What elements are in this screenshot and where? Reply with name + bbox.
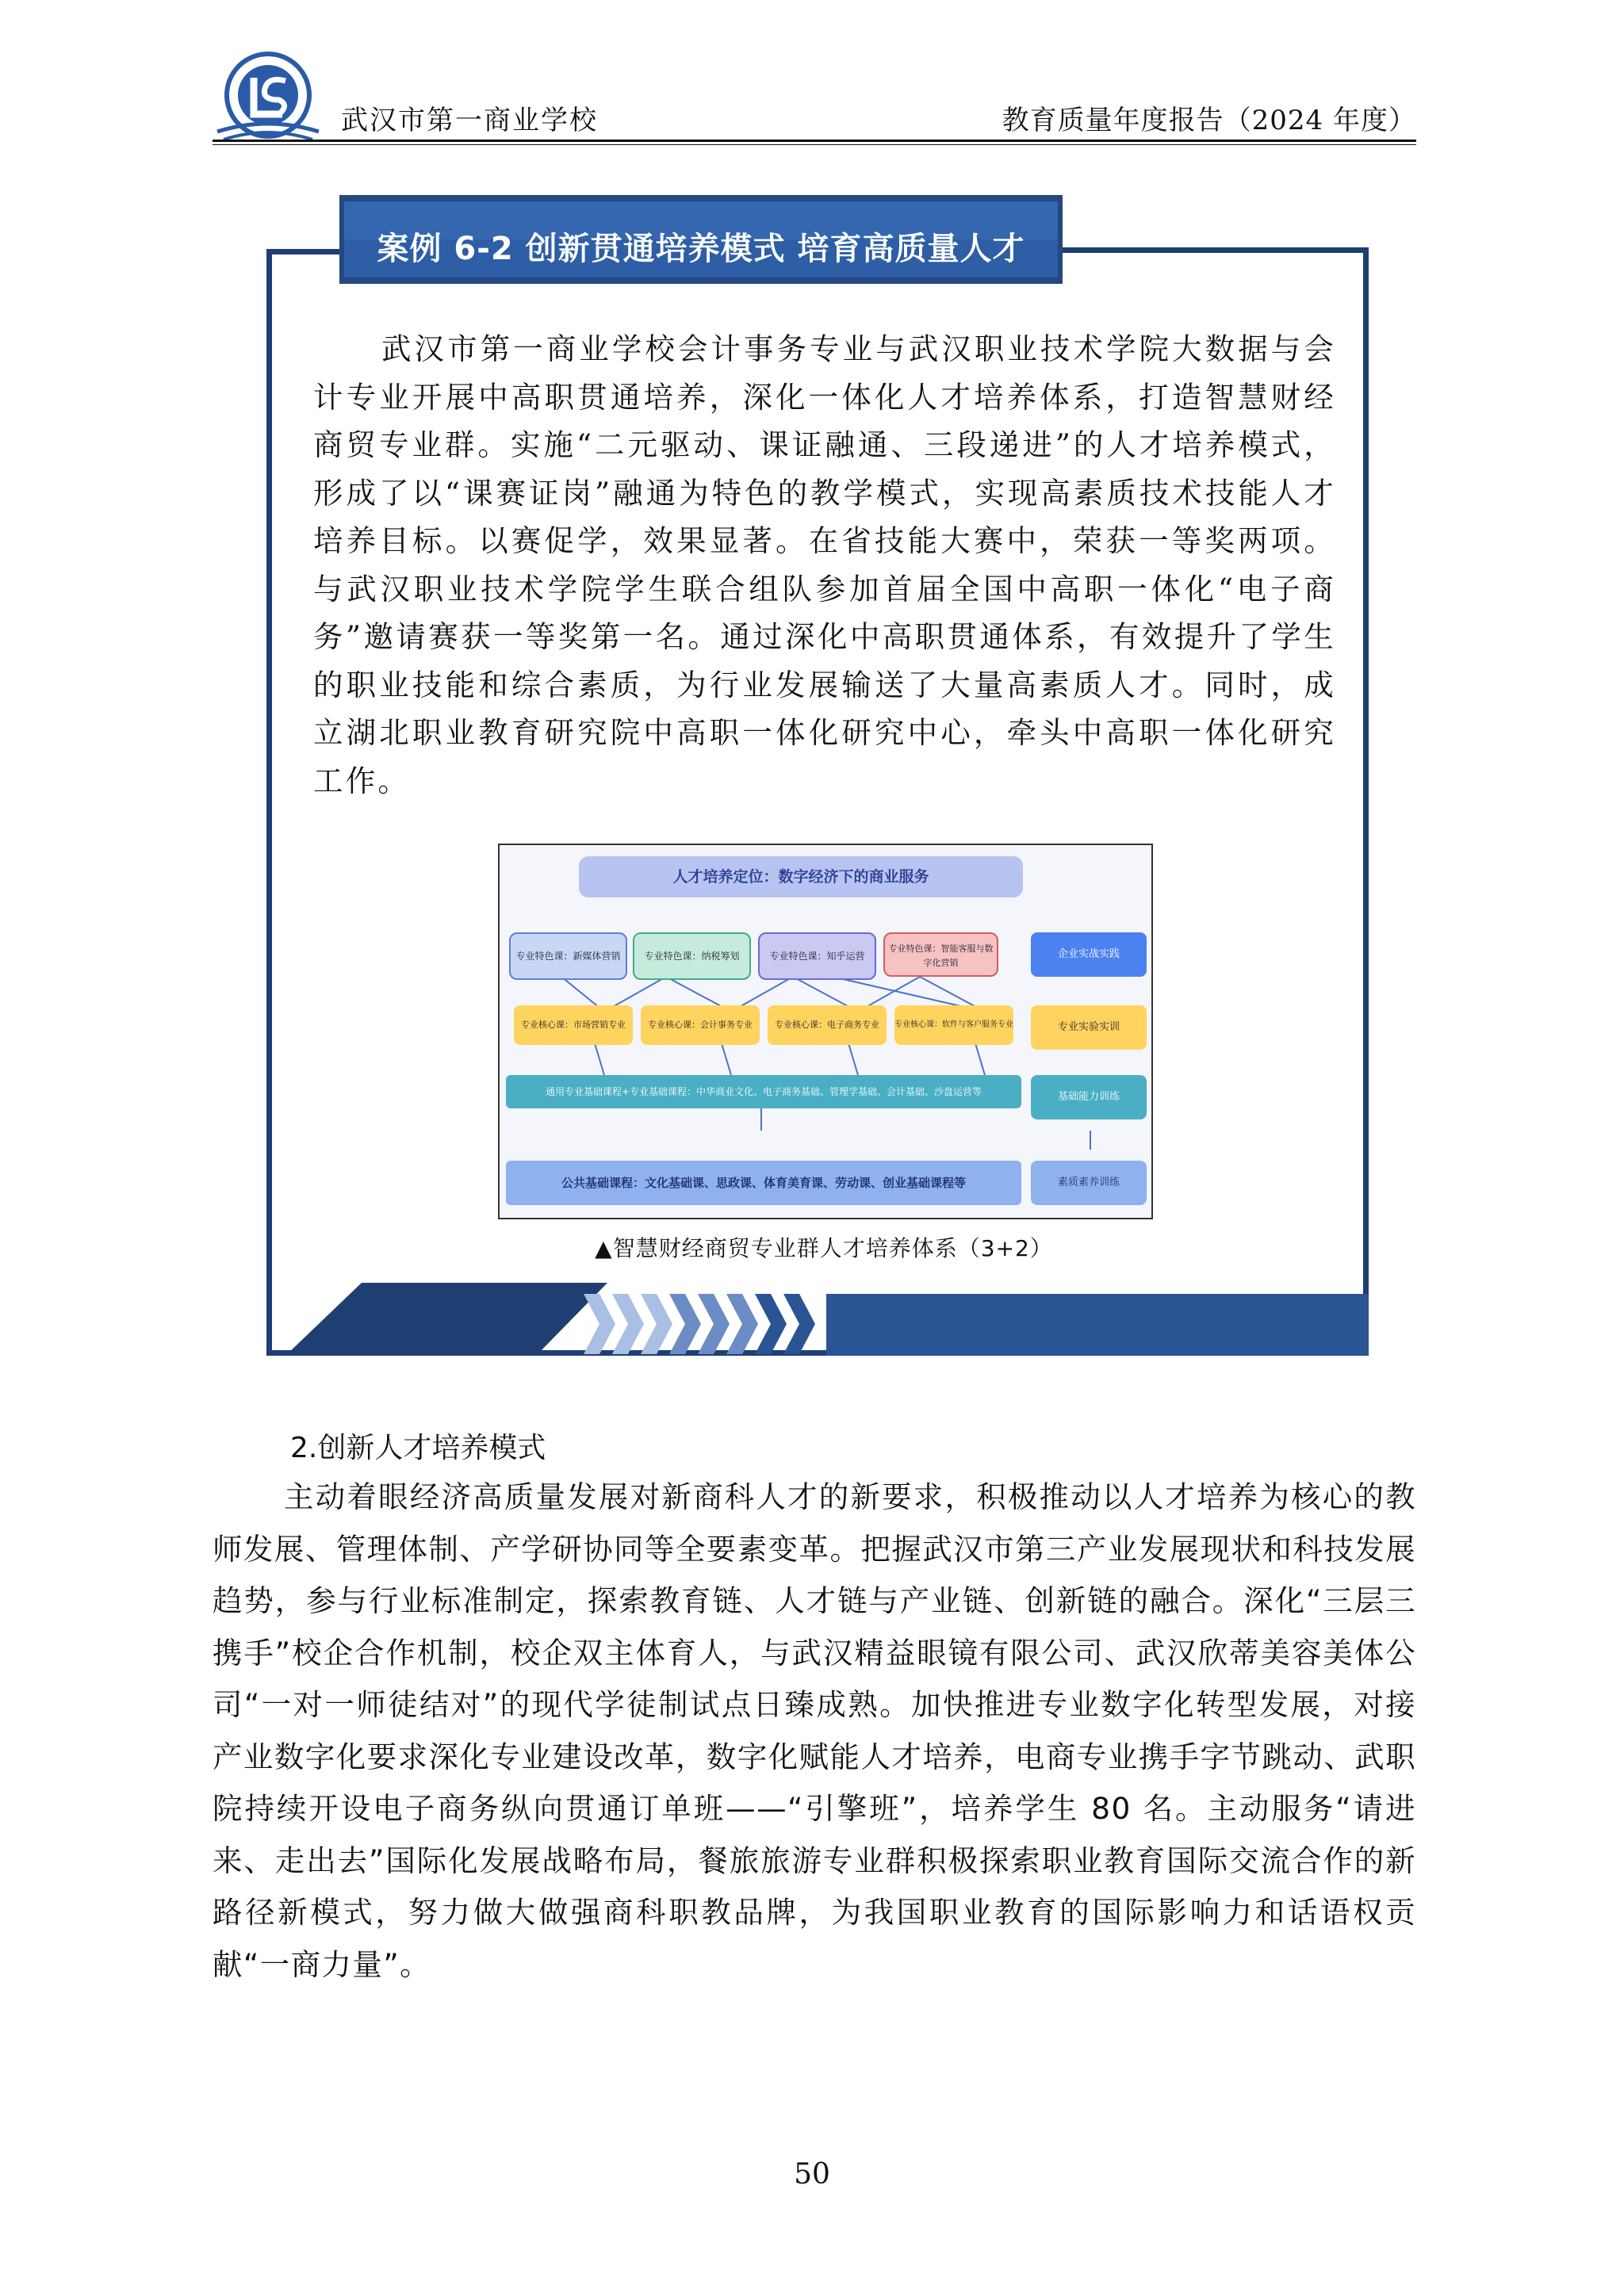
feature-course-box: 专业特色课：知乎运营	[758, 932, 876, 980]
case-frame-right	[1363, 247, 1369, 1356]
feature-course-box: 专业特色课：纳税筹划	[633, 932, 751, 980]
public-course-bar: 公共基础课程：文化基础课、思政课、体育美育课、劳动课、创业基础课程等	[506, 1161, 1021, 1205]
core-course-box: 专业核心课：软件与客户服务专业	[894, 1005, 1013, 1045]
right-column-box: 专业实验实训	[1031, 1005, 1147, 1050]
case-title: 案例 6-2 创新贯通培养模式 培育高质量人才	[377, 231, 1025, 267]
header-rule-thin	[213, 144, 1416, 145]
common-course-bar: 通用专业基础课程+专业基础课程：中华商业文化、电子商务基础、管理学基础、会计基础、沙盘运营等	[506, 1075, 1021, 1108]
training-system-diagram	[498, 844, 1153, 1219]
case-paragraph: 武汉市第一商业学校会计事务专业与武汉职业技术学院大数据与会计专业开展中高职贯通培养，深化一体化人才培养体系，打造智慧财经商贸专业群。实施“二元驱动、课证融通、三段递进”的人才培养模式，形成了以“课赛证岗”融通为特色的教学模式，实现高素质技术技能人才培养目标。以赛促学，效果显著。在省技能大赛中，荣获一等奖两项。与武汉职业技术学院学生联合组队参加首届全国中高职一体化“电子商务”邀请赛获一等奖第一名。通过深化中高职贯通体系，有效提升了学生的职业技能和综合素质，为行业发展输送了大量高素质人才。同时，成立湖北职业教育研究院中高职一体化研究中心，牵头中高职一体化研究工作。	[313, 331, 1336, 798]
feature-course-box: 专业特色课：智能客服与数字化营销	[883, 932, 998, 977]
page-number: 50	[794, 2158, 830, 2191]
core-course-box: 专业核心课：市场营销专业	[514, 1005, 633, 1045]
case-frame-top-right	[1061, 247, 1369, 253]
section-heading: 2.创新人才培养模式	[290, 1432, 546, 1464]
feature-course-box: 专业特色课：新媒体营销	[509, 932, 627, 980]
case-box-decoration	[266, 1278, 1369, 1356]
header-report-title: 教育质量年度报告（2024 年度）	[1002, 105, 1416, 136]
header-rule	[213, 140, 1416, 142]
core-course-box: 专业核心课：电子商务专业	[768, 1005, 887, 1045]
right-column-box: 素质素养训练	[1031, 1161, 1147, 1205]
case-body	[313, 325, 1336, 805]
header-school-name: 武汉市第一商业学校	[341, 105, 598, 136]
case-frame-top-left	[266, 249, 341, 254]
case-frame-left	[266, 249, 272, 1356]
school-logo-icon	[213, 49, 324, 144]
right-column-box: 基础能力训练	[1031, 1075, 1147, 1119]
section-paragraph: 主动着眼经济高质量发展对新商科人才的新要求，积极推动以人才培养为核心的教师发展、管理体制、产学研协同等全要素变革。把握武汉市第三产业发展现状和科技发展趋势，参与行业标准制定，探索教育链、人才链与产业链、创新链的融合。深化“三层三携手”校企合作机制，校企双主体育人，与武汉精益眼镜有限公司、武汉欣蒂美容美体公司“一对一师徒结对”的现代学徒制试点日臻成熟。加快推进专业数字化转型发展，对接产业数字化要求深化专业建设改革，数字化赋能人才培养，电商专业携手字节跳动、武职院持续开设电子商务纵向贯通订单班——“引擎班”，培养学生 80 名。主动服务“请进来、走出去”国际化发展战略布局，餐旅旅游专业群积极探索职业教育国际交流合作的新路径新模式，努力做大做强商科职教品牌，为我国职业教育的国际影响力和话语权贡献“一商力量”。	[213, 1479, 1416, 1982]
right-column-box: 企业实战实践	[1031, 932, 1147, 977]
figure-caption: ▲智慧财经商贸专业群人才培养体系（3+2）	[595, 1235, 1053, 1261]
core-course-box: 专业核心课：会计事务专业	[641, 1005, 760, 1045]
diagram-top-label: 人才培养定位：数字经济下的商业服务	[579, 856, 1023, 897]
section-body	[213, 1471, 1416, 1991]
